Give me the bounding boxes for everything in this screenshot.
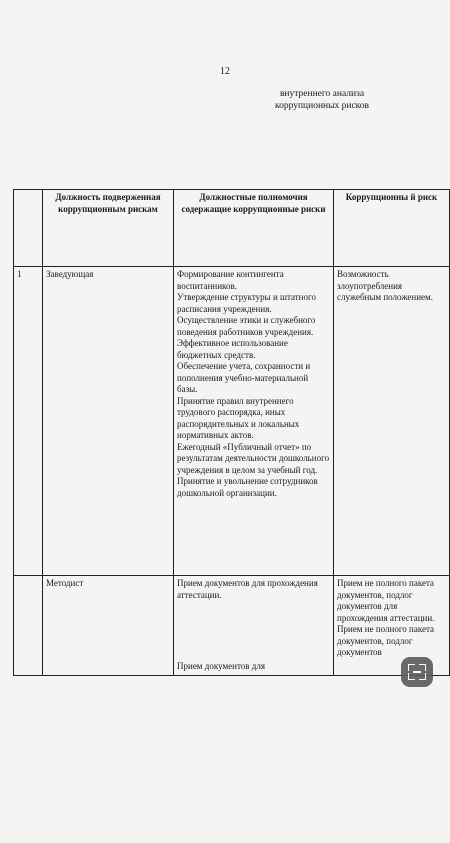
duty-item: Осуществление этики и служебного поведения работников учреждения.: [177, 315, 316, 337]
row-risk: [334, 267, 450, 576]
risk-item: Прием не полного пакета документов, подлог документов для прохождения аттестации.: [337, 578, 435, 623]
risk-item: Возможность злоупотребления служебным положением.: [337, 269, 433, 302]
duty-item: Эффективное использование бюджетных средств.: [177, 338, 288, 360]
duty-item: Формирование контингента воспитанников.: [177, 269, 284, 291]
table-header-row: [14, 190, 450, 267]
duty-item: Принятие правил внутреннего трудового распорядка, иных распорядительных и локальных нормативных актов.: [177, 395, 300, 440]
page-number: 12: [220, 66, 230, 77]
heading-line: коррупционных рисков: [274, 101, 370, 111]
table-row: [14, 576, 450, 676]
corruption-risk-table: [13, 189, 450, 676]
header-risk: Коррупционны й риск: [334, 190, 450, 267]
row-duties: [174, 576, 334, 676]
scan-frame-icon: [408, 664, 415, 671]
spacer: [177, 601, 330, 661]
duty-item: Утверждение структуры и штатного расписания учреждения.: [177, 292, 316, 314]
row-position: Заведующая: [43, 267, 174, 576]
scan-frame-icon: [419, 664, 426, 671]
header-position: Должность подверженная коррупционным рискам: [43, 190, 174, 267]
row-number: [14, 576, 43, 676]
scan-document-button[interactable]: [401, 657, 433, 687]
duty-item: Обеспечение учета, сохранности и пополнения учебно-материальной базы.: [177, 361, 311, 394]
scan-frame-icon: [408, 673, 415, 680]
page-heading: [262, 88, 382, 112]
heading-line: внутреннего анализа: [279, 89, 365, 99]
header-number: [14, 190, 43, 267]
row-position: Методист: [43, 576, 174, 676]
duty-item: Прием документов для: [177, 661, 265, 671]
scan-line-icon: [413, 671, 421, 673]
duty-item: Прием документов для прохождения аттестации.: [177, 578, 318, 600]
row-risk: [334, 576, 450, 676]
scan-frame-icon: [419, 673, 426, 680]
header-duties: Должностные полномочия содержащие коррупционные риски: [174, 190, 334, 267]
duty-item: Принятие и увольнение сотрудников дошкольной организации.: [177, 476, 318, 498]
risk-item: Прием не полного пакета документов, подлог документов: [337, 624, 435, 657]
row-duties: [174, 267, 334, 576]
table-row: [14, 267, 450, 576]
duty-item: Ежегодный «Публичный отчет» по результатам деятельности дошкольного учреждения в целом за учебный год.: [177, 441, 330, 475]
row-number: 1: [14, 267, 43, 576]
